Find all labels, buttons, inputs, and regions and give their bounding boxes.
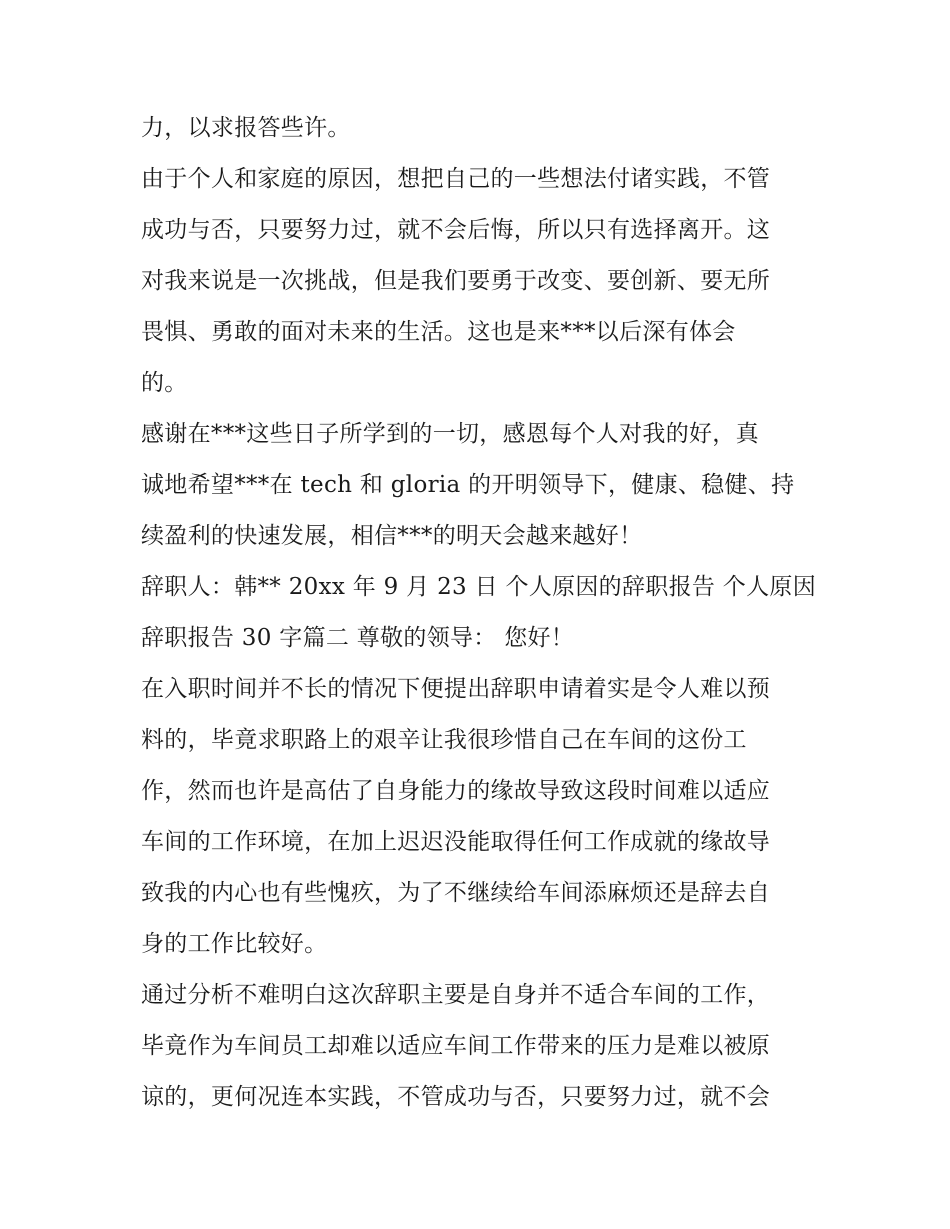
document-body	[141, 103, 821, 1123]
text-line: 诚地希望***在 tech 和 gloria 的开明领导下，健康、稳健、持	[141, 472, 795, 498]
text-line: 感谢在***这些日子所学到的一切，感恩每个人对我的好，真	[141, 421, 759, 447]
text-line: 辞职报告 30 字篇二 尊敬的领导： 您好！	[141, 625, 575, 651]
text-line: 对我来说是一次挑战，但是我们要勇于改变、要创新、要无所	[141, 268, 771, 294]
text-line: 身的工作比较好。	[141, 931, 328, 957]
text-line: 的。	[141, 370, 188, 396]
text-line: 成功与否，只要努力过，就不会后悔，所以只有选择离开。这	[141, 217, 771, 243]
text-line: 毕竟作为车间员工却难以适应车间工作带来的压力是难以被原	[141, 1033, 771, 1059]
text-line: 由于个人和家庭的原因，想把自己的一些想法付诸实践，不管	[141, 166, 771, 192]
text-line: 在入职时间并不长的情况下便提出辞职申请着实是令人难以预	[141, 676, 771, 702]
text-line: 续盈利的快速发展，相信***的明天会越来越好！	[141, 523, 643, 549]
text-line: 车间的工作环境，在加上迟迟没能取得任何工作成就的缘故导	[141, 829, 771, 855]
text-line: 辞职人：韩** 20xx 年 9 月 23 日 个人原因的辞职报告 个人原因	[141, 574, 816, 600]
text-line: 作，然而也许是高估了自身能力的缘故导致这段时间难以适应	[141, 778, 771, 804]
text-line: 通过分析不难明白这次辞职主要是自身并不适合车间的工作，	[141, 982, 771, 1008]
text-line: 谅的，更何况连本实践，不管成功与否，只要努力过，就不会	[141, 1084, 771, 1110]
text-line: 畏惧、勇敢的面对未来的生活。这也是来***以后深有体会	[141, 319, 736, 345]
text-line: 力，以求报答些许。	[141, 115, 351, 141]
text-line: 致我的内心也有些愧疚，为了不继续给车间添麻烦还是辞去自	[141, 880, 771, 906]
text-line: 料的，毕竟求职路上的艰辛让我很珍惜自己在车间的这份工	[141, 727, 747, 753]
